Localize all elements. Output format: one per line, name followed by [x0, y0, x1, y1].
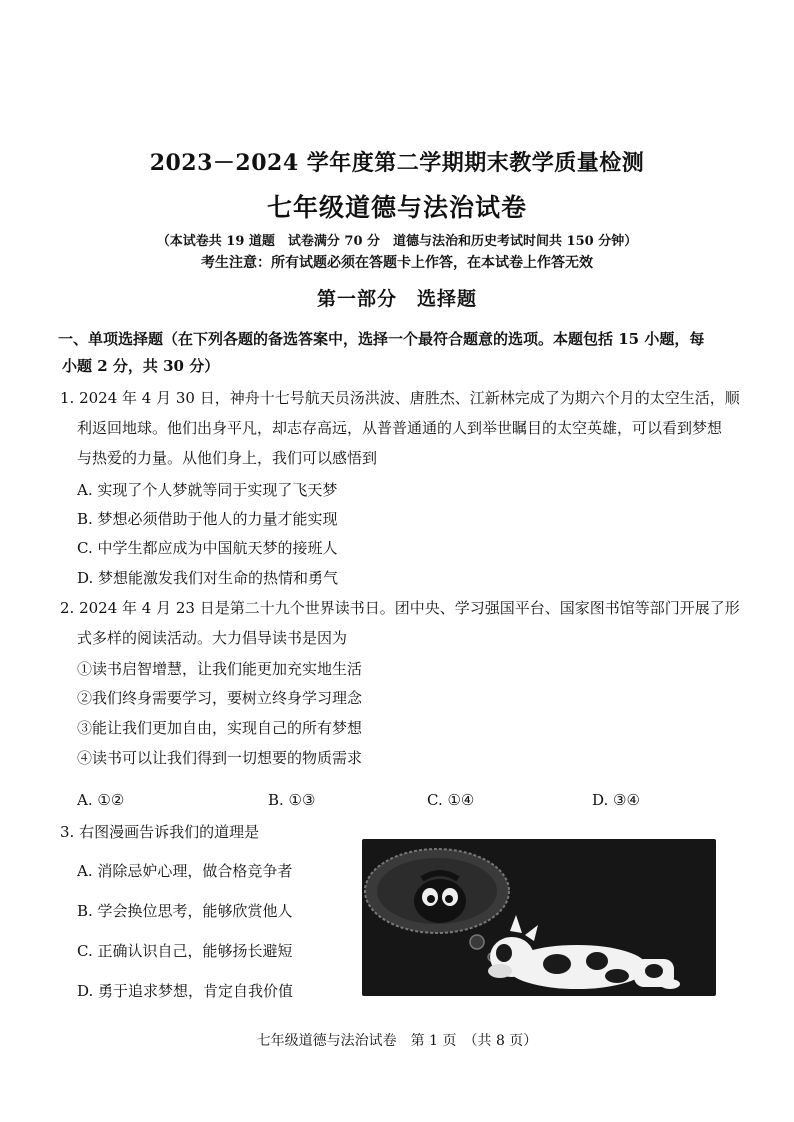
q1-stem-line3: 与热爱的力量。从他们身上，我们可以感悟到: [77, 449, 378, 467]
exam-title: 2023－2024 学年度第二学期期末教学质量检测: [149, 150, 645, 176]
q2-stem-line2: 式多样的阅读活动。大力倡导读书是因为: [77, 629, 348, 647]
exam-info: （本试卷共 19 道题 试卷满分 70 分 道德与法治和历史考试时间共 150 分钟）: [156, 234, 638, 249]
q2-statement-1: ①读书启智增慧，让我们能更加充实地生活: [77, 660, 363, 678]
q2-statement-3: ③能让我们更加自由，实现自己的所有梦想: [77, 719, 363, 737]
page-footer: 七年级道德与法治试卷 第 1 页 （共 8 页）: [256, 1033, 538, 1049]
bubble-dot-large: [470, 935, 484, 949]
q1-stem-line2: 利返回地球。他们出身平凡，却志存高远，从普普通通的人到举世瞩目的太空英雄，可以看到梦想: [77, 419, 723, 437]
q2-option-d: D. ③④: [592, 791, 640, 809]
q3-option-a: A. 消除忌妒心理，做合格竞争者: [77, 862, 293, 880]
q1-option-b: B. 梦想必须借助于他人的力量才能实现: [77, 510, 338, 528]
q3-stem: 3. 右图漫画告诉我们的道理是: [60, 823, 260, 841]
q1-option-d: D. 梦想能激发我们对生命的热情和勇气: [77, 569, 339, 587]
q2-statement-4: ④读书可以让我们得到一切想要的物质需求: [77, 749, 363, 767]
q1-stem-line1: 1. 2024 年 4 月 30 日，神舟十七号航天员汤洪波、唐胜杰、江新林完成了为期六个月的太空生活，顺: [60, 389, 740, 407]
section-intro-line1: 一、单项选择题（在下列各题的备选答案中，选择一个最符合题意的选项。本题包括 15 小题，每: [58, 330, 705, 348]
q3-option-d: D. 勇于追求梦想，肯定自我价值: [77, 982, 294, 1000]
q2-stem-line1: 2. 2024 年 4 月 23 日是第二十九个世界读书日。团中央、学习强国平台、国家图书馆等部门开展了形: [60, 599, 740, 617]
dream-creature-head: [414, 879, 466, 923]
cartoon-image: [362, 839, 716, 996]
q3-option-b: B. 学会换位思考，能够欣赏他人: [77, 902, 293, 920]
exam-notice: 考生注意：所有试题必须在答题卡上作答，在本试卷上作答无效: [201, 255, 593, 271]
q2-option-a: A. ①②: [77, 791, 125, 809]
part-title: 第一部分 选择题: [316, 288, 477, 310]
section-intro-line2: 小题 2 分，共 30 分）: [62, 357, 220, 375]
cow-figure: [488, 915, 680, 989]
q2-statement-2: ②我们终身需要学习，要树立终身学习理念: [77, 689, 363, 707]
q1-option-c: C. 中学生都应成为中国航天梦的接班人: [77, 539, 338, 557]
q1-option-a: A. 实现了个人梦就等同于实现了飞天梦: [77, 481, 338, 499]
q2-option-b: B. ①③: [268, 791, 316, 809]
q2-option-c: C. ①④: [427, 791, 475, 809]
cartoon-drawing: [362, 839, 716, 996]
q3-option-c: C. 正确认识自己，能够扬长避短: [77, 942, 293, 960]
exam-subject-title: 七年级道德与法治试卷: [266, 193, 527, 222]
